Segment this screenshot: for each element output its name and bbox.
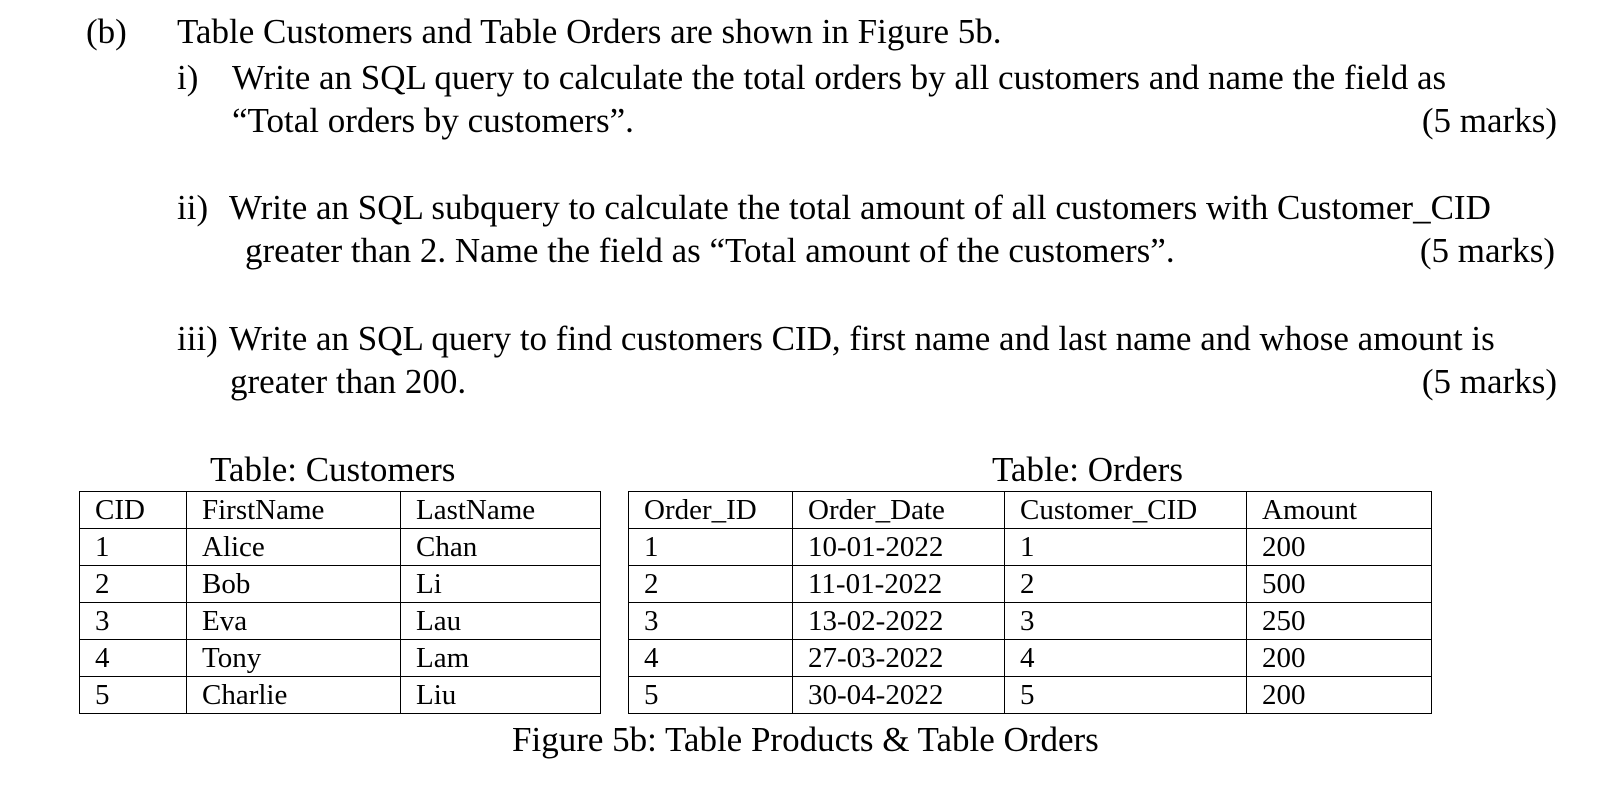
- table-row: [80, 529, 601, 566]
- customers-table-caption: Table: Customers: [210, 450, 456, 489]
- table-cell: Alice: [187, 529, 401, 566]
- table-row: [80, 640, 601, 677]
- question-3-number: iii): [177, 319, 218, 358]
- table-cell: 200: [1247, 640, 1432, 677]
- question-2-text-line-1: Write an SQL subquery to calculate the total amount of all customers with Customer_CID: [229, 188, 1491, 227]
- question-3-text-line-2: greater than 200.: [230, 362, 467, 401]
- question-2-number: ii): [177, 188, 209, 227]
- question-3-marks: (5 marks): [1421, 362, 1557, 401]
- question-1-text-line-1: Write an SQL query to calculate the total orders by all customers and name the field as: [232, 58, 1447, 97]
- table-cell: 30-04-2022: [793, 677, 1005, 714]
- table-row: [629, 677, 1432, 714]
- column-header: Customer_CID: [1005, 492, 1247, 529]
- question-1-line-1: [177, 56, 1562, 99]
- table-row: [629, 566, 1432, 603]
- column-header: FirstName: [187, 492, 401, 529]
- question-3-line-2: [230, 360, 1557, 403]
- table-cell: 4: [629, 640, 793, 677]
- question-1-text-line-2: “Total orders by customers”.: [232, 101, 634, 140]
- table-row: [629, 603, 1432, 640]
- table-cell: 3: [80, 603, 187, 640]
- table-cell: Chan: [401, 529, 601, 566]
- table-cell: 3: [1005, 603, 1247, 640]
- question-1-marks: (5 marks): [1421, 101, 1557, 140]
- question-1-number: i): [177, 58, 199, 97]
- table-cell: 11-01-2022: [793, 566, 1005, 603]
- table-row: [80, 566, 601, 603]
- table-cell: 3: [629, 603, 793, 640]
- table-cell: 2: [80, 566, 187, 603]
- orders-table-caption: Table: Orders: [992, 450, 1183, 489]
- customers-table: [79, 491, 601, 714]
- table-cell: 4: [80, 640, 187, 677]
- table-cell: 250: [1247, 603, 1432, 640]
- table-cell: 5: [629, 677, 793, 714]
- column-header: Amount: [1247, 492, 1432, 529]
- table-cell: 27-03-2022: [793, 640, 1005, 677]
- question-1-line-2: [232, 99, 1557, 142]
- table-header-row: [80, 492, 601, 529]
- table-cell: 1: [1005, 529, 1247, 566]
- table-cell: Charlie: [187, 677, 401, 714]
- table-cell: 500: [1247, 566, 1432, 603]
- column-header: Order_ID: [629, 492, 793, 529]
- table-cell: Eva: [187, 603, 401, 640]
- table-cell: Bob: [187, 566, 401, 603]
- table-cell: Lam: [401, 640, 601, 677]
- table-cell: 200: [1247, 529, 1432, 566]
- table-header-row: [629, 492, 1432, 529]
- table-cell: 2: [629, 566, 793, 603]
- question-3-text-line-1: Write an SQL query to find customers CID, first name and last name and whose amount is: [229, 319, 1495, 358]
- column-header: CID: [80, 492, 187, 529]
- table-row: [629, 640, 1432, 677]
- question-2-marks: (5 marks): [1419, 231, 1555, 270]
- table-cell: 1: [80, 529, 187, 566]
- question-2-text-line-2: greater than 2. Name the field as “Total amount of the customers”.: [245, 231, 1175, 270]
- column-header: LastName: [401, 492, 601, 529]
- table-row: [80, 603, 601, 640]
- table-row: [80, 677, 601, 714]
- part-label: (b): [86, 12, 127, 51]
- table-cell: Lau: [401, 603, 601, 640]
- table-cell: 200: [1247, 677, 1432, 714]
- table-cell: Liu: [401, 677, 601, 714]
- question-3-line-1: [177, 317, 1562, 360]
- question-2-line-1: [177, 186, 1562, 229]
- figure-caption: Figure 5b: Table Products & Table Orders: [512, 720, 1099, 759]
- table-cell: 5: [1005, 677, 1247, 714]
- table-cell: 4: [1005, 640, 1247, 677]
- table-cell: 13-02-2022: [793, 603, 1005, 640]
- table-cell: Li: [401, 566, 601, 603]
- table-cell: 5: [80, 677, 187, 714]
- column-header: Order_Date: [793, 492, 1005, 529]
- table-row: [629, 529, 1432, 566]
- orders-table: [628, 491, 1432, 714]
- table-cell: 2: [1005, 566, 1247, 603]
- table-cell: Tony: [187, 640, 401, 677]
- table-cell: 10-01-2022: [793, 529, 1005, 566]
- table-cell: 1: [629, 529, 793, 566]
- part-intro: Table Customers and Table Orders are shown in Figure 5b.: [177, 12, 1002, 51]
- question-2-line-2: [245, 229, 1555, 272]
